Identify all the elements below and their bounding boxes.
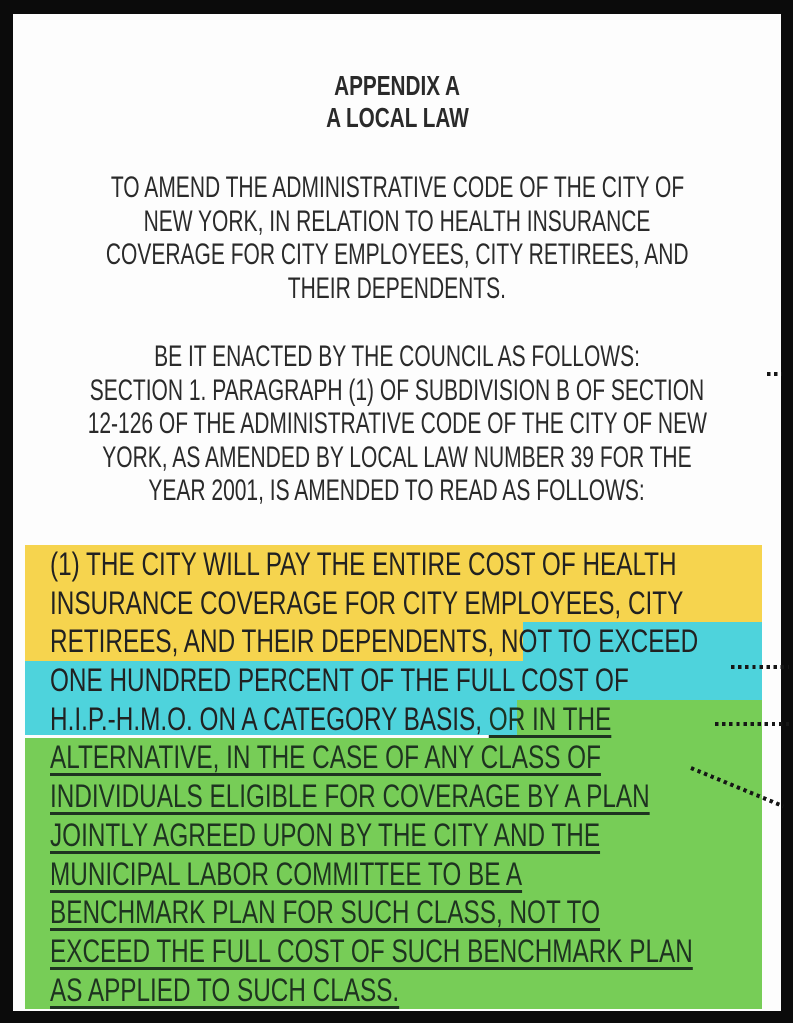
intro-line: TO AMEND THE ADMINISTRATIVE CODE OF THE CITY OF xyxy=(110,171,684,204)
yellow-highlight-segment: (1) THE CITY WILL PAY THE ENTIRE COST OF HEALTH xyxy=(50,546,677,582)
document-page xyxy=(13,14,781,1011)
enactment-line: 12-126 OF THE ADMINISTRATIVE CODE OF THE CITY OF NEW xyxy=(87,407,707,441)
highlighted-line xyxy=(25,584,762,623)
highlighted-line xyxy=(25,816,762,855)
heading-line-2: A LOCAL LAW xyxy=(325,101,469,133)
heading-line-1: APPENDIX A xyxy=(334,70,460,101)
green-underlined-segment: BENCHMARK PLAN FOR SUCH CLASS, NOT TO xyxy=(50,894,601,931)
cyan-highlight-segment: H.I.P.-H.M.O. ON A CATEGORY BASIS, xyxy=(50,700,489,737)
highlighted-line xyxy=(25,545,762,584)
enactment-paragraph xyxy=(13,340,781,508)
cyan-highlight-segment: NOT TO EXCEED xyxy=(500,623,699,660)
green-underlined-segment: MUNICIPAL LABOR COMMITTEE TO BE A xyxy=(50,855,523,892)
green-underlined-segment: AS APPLIED TO SUCH CLASS. xyxy=(50,971,400,1008)
green-underlined-segment: EXCEED THE FULL COST OF SUCH BENCHMARK PLAN xyxy=(50,932,693,969)
enactment-line: YEAR 2001, IS AMENDED TO READ AS FOLLOWS: xyxy=(148,474,646,508)
highlighted-line xyxy=(25,893,762,932)
enactment-line: SECTION 1. PARAGRAPH (1) OF SUBDIVISION B OF SECTION xyxy=(89,373,705,407)
highlighted-line xyxy=(25,700,762,739)
intro-line: THEIR DEPENDENTS. xyxy=(287,271,507,305)
green-underlined-segment: JOINTLY AGREED UPON BY THE CITY AND THE xyxy=(50,816,601,853)
green-underlined-segment: ALTERNATIVE, IN THE CASE OF ANY CLASS OF xyxy=(50,739,601,776)
cyan-highlight-segment: ONE HUNDRED PERCENT OF THE FULL COST OF xyxy=(50,662,629,699)
green-underlined-segment: INDIVIDUALS ELIGIBLE FOR COVERAGE BY A PLAN xyxy=(50,778,650,815)
highlighted-line xyxy=(25,661,762,700)
highlighted-line xyxy=(25,855,762,894)
highlighted-line xyxy=(25,738,762,777)
enactment-line: YORK, AS AMENDED BY LOCAL LAW NUMBER 39 FOR THE xyxy=(102,440,692,474)
margin-ellipsis-icon xyxy=(767,372,782,376)
amended-text-block xyxy=(25,545,762,1009)
highlighted-line xyxy=(25,622,762,661)
highlighted-line xyxy=(25,971,762,1010)
highlighted-line xyxy=(25,777,762,816)
highlighted-line xyxy=(25,932,762,971)
enactment-line: BE IT ENACTED BY THE COUNCIL AS FOLLOWS: xyxy=(154,340,640,373)
document-heading xyxy=(13,70,781,133)
intro-line: COVERAGE FOR CITY EMPLOYEES, CITY RETIREES, AND xyxy=(105,238,689,272)
yellow-highlight-segment: RETIREES, AND THEIR DEPENDENTS, xyxy=(50,623,501,660)
green-underlined-segment: OR IN THE xyxy=(488,700,612,737)
yellow-highlight-segment: INSURANCE COVERAGE FOR CITY EMPLOYEES, CITY xyxy=(50,584,684,621)
intro-paragraph xyxy=(13,171,781,305)
intro-line: NEW YORK, IN RELATION TO HEALTH INSURANCE xyxy=(143,204,651,238)
dotted-connector-line-upper xyxy=(731,665,789,669)
dotted-connector-line-middle xyxy=(715,722,789,726)
